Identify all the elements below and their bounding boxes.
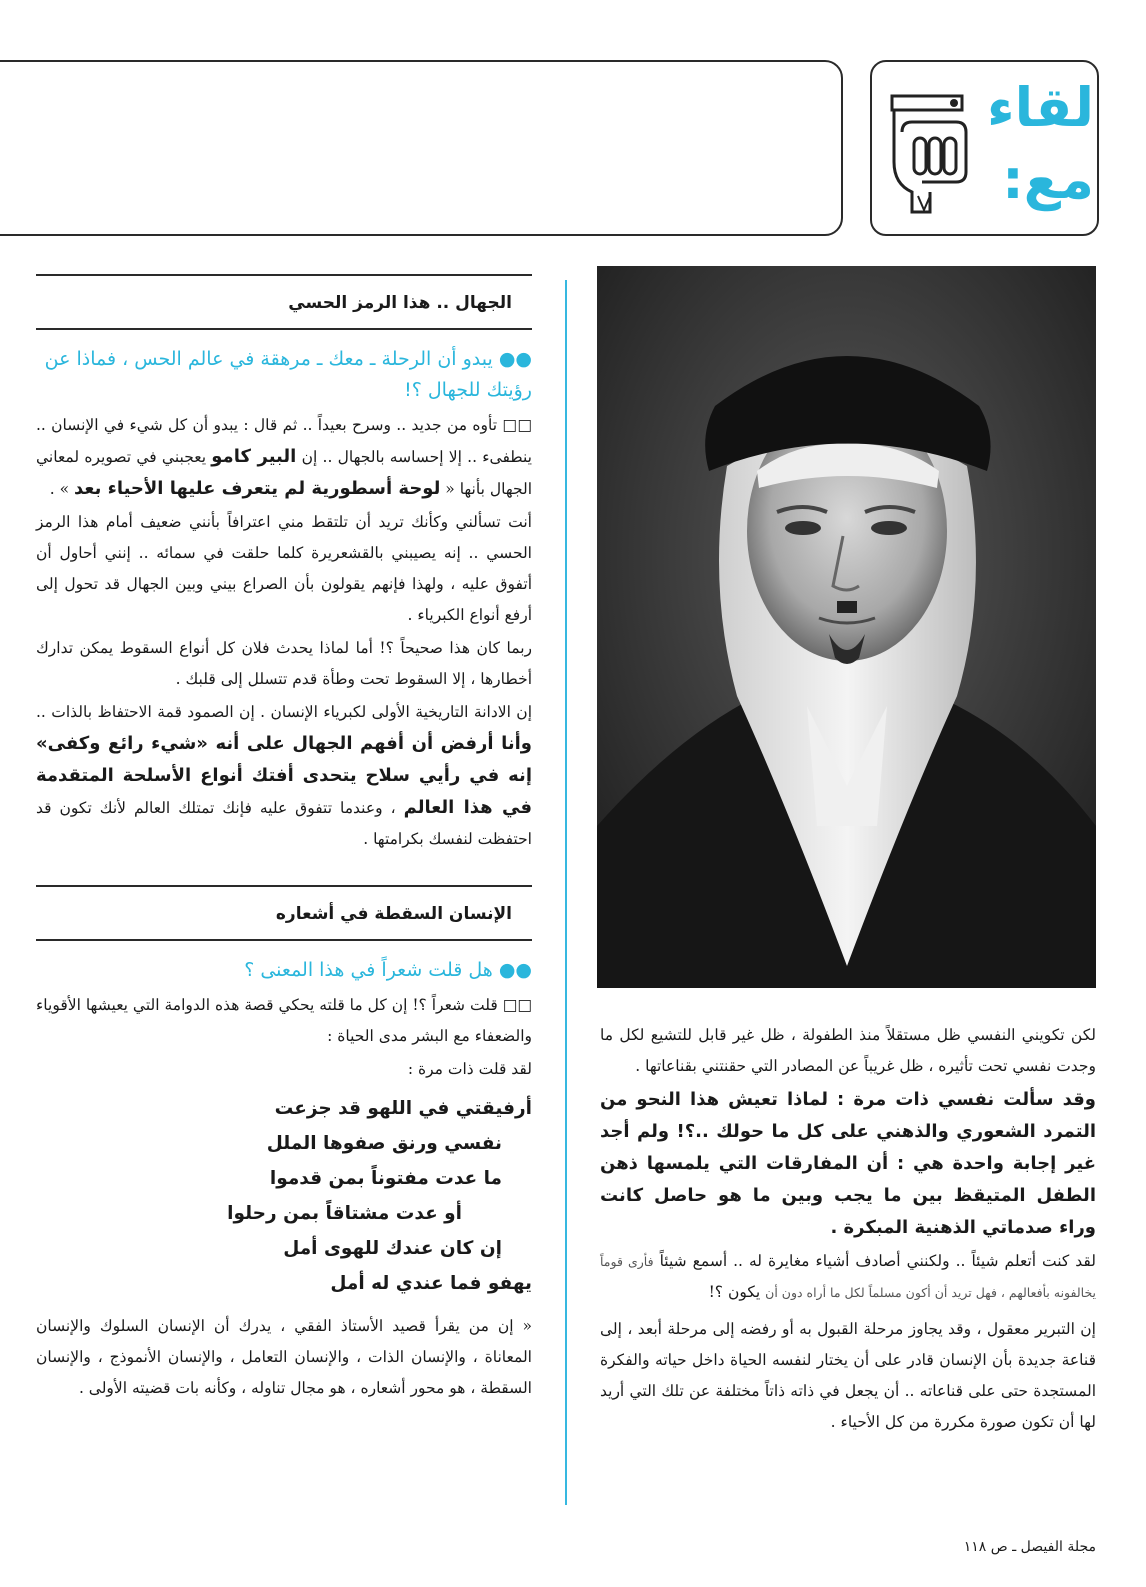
page-footer: مجلة الفيصل ـ ص ١١٨ (963, 1539, 1096, 1555)
poem-verse: أرفيقتي في اللهو قد جزعت (274, 1098, 532, 1119)
hand-pen-icon (882, 92, 974, 218)
text-span: يعجبني في تصويره لمعاني الجهال بأنها « (36, 448, 532, 498)
poem-verse: يهفو فما عندي له أمل (330, 1273, 532, 1294)
poem-verse: إن كان عندك للهوى أمل (283, 1238, 502, 1259)
right-column (600, 1020, 1096, 1440)
column-divider (565, 280, 567, 1505)
paragraph (600, 1246, 1096, 1308)
poem-intro: لقد قلت ذات مرة : (407, 1060, 532, 1078)
poem-verse: ما عدت مفتوناً بمن قدموا (269, 1168, 502, 1189)
question-1: ●● يبدو أن الرحلة ـ معك ـ مرهقة في عالم الحس ، فماذا عن رؤيتك للجهال ؟! (44, 348, 532, 401)
logo-title (968, 68, 1094, 232)
quote-bold: لوحة أسطورية لم يتعرف عليها الأحياء بعد (74, 478, 441, 499)
answer-paragraph (36, 410, 532, 505)
faint-text-line: فأرى قوماً يخالفونه بأفعالهم ، فهل تريد أن أكون مسلماً لكل ما أراه دون أن (600, 1254, 1096, 1300)
poem (36, 1091, 532, 1301)
left-column (36, 266, 532, 1406)
text-span: يكون ؟! (708, 1283, 761, 1301)
logo-line-1: لقاء (986, 76, 1094, 139)
text-span: لقد كنت أتعلم شيئاً .. ولكنني أصادف أشياء مغايرة له .. أسمع شيئاً (659, 1252, 1096, 1270)
bold-paragraph: وقد سألت نفسي ذات مرة : لماذا تعيش هذا النحو من التمرد الشعوري والذهني على كل ما حولك ..؟! ولم أجد غير إجابة واحدة هي : أن المفارقات التي يلمسها ذهن الطفل المتيقظ بين ما يجب وبين ما هو حاصل كانت وراء صدماتي الذهنية المبكرة . (600, 1089, 1096, 1238)
portrait-photo (597, 266, 1096, 988)
bold-statement: وأنا أرفض أن أفهم الجهال على أنه «شيء رائع وكفى» إنه في رأيي سلاح يتحدى أفتك أنواع الأسلحة المتقدمة في هذا العالم (36, 733, 532, 818)
name-bold: البير كامو (211, 446, 297, 467)
poem-verse: نفسي ورنق صفوها الملل (266, 1133, 502, 1154)
section-heading-1: الجهال .. هذا الرمز الحسي (36, 274, 532, 330)
poem-verse: أو عدت مشتاقاً بمن رحلوا (227, 1203, 462, 1224)
header-banner (0, 60, 843, 236)
closing-paragraph: « إن من يقرأ قصيد الأستاذ الفقي ، يدرك أن الإنسان السلوك والإنسان المعاناة ، والإنسان الذات ، والإنسان التعامل ، والإنسان الأنموذج ، والإنسان السقطة ، هو محور أشعاره ، هو مجال تناوله ، وكأنه بات قضيته الأولى . (36, 1317, 532, 1397)
paragraph (36, 697, 532, 855)
text-span: إن الادانة التاريخية الأولى لكبرياء الإنسان . إن الصمود قمة الاحتفاظ بالذات .. (36, 703, 532, 721)
paragraph: إن التبرير معقول ، وقد يجاوز مرحلة القبول به أو رفضه إلى مرحلة أبعد ، إلى قناعة جديدة بأن الإنسان قادر على أن يختار لنفسه الحياة داخل حياته والفكرة المستجدة حتى على قناعاته .. أن يجعل في ذاته ذاتاً مختلفة عن تلك التي أريد لها أن تكون صورة مكررة من كل الأحياء . (600, 1320, 1096, 1431)
paragraph: أنت تسألني وكأنك تريد أن تلتقط مني اعترافاً بأنني ضعيف أمام هذا الرمز الحسي .. إنه يصيبني بالقشعريرة كلما حلقت في سمائه .. إنني أحاول أن أتفوق عليه ، ولهذا فإنهم يقولون بأن الصراع بيني وبين الجهال قد تحول إلى أرفع أنواع الكبرياء . (36, 513, 532, 624)
text-span: □□ تأوه من جديد .. وسرح بعيداً .. ثم قال : يبدو أن كل شيء في الإنسان .. ينطفىء .. إلا إحساسه بالجهال .. إن (36, 416, 532, 466)
section-heading-2: الإنسان السقطة في أشعاره (36, 885, 532, 941)
text-span: ، وعندما تتفوق عليه فإنك تمتلك العالم لأنك تكون قد احتفظت لنفسك بكرامتها . (36, 799, 532, 848)
paragraph: ربما كان هذا صحيحاً ؟! أما لماذا يحدث فلان كل أنواع السقوط يمكن تدارك أخطارها ، إلا السقوط تحت وطأة قدم تتسلل إلى قلبك . (36, 639, 532, 688)
paragraph: لكن تكويني النفسي ظل مستقلاً منذ الطفولة ، ظل غير قابل للتشيع لكل ما وجدت نفسي تحت تأثيره ، ظل غريباً عن المصادر التي حقنتني بقناعاتها . (600, 1026, 1096, 1075)
answer-paragraph: □□ قلت شعراً ؟! إن كل ما قلته يحكي قصة هذه الدوامة التي يعيشها الأقوياء والضعفاء مع البشر مدى الحياة : (36, 996, 532, 1045)
section-logo (870, 60, 1099, 236)
question-2: ●● هل قلت شعراً في هذا المعنى ؟ (244, 959, 532, 981)
logo-line-2: مع: (1002, 148, 1094, 211)
text-span: » . (49, 480, 70, 498)
